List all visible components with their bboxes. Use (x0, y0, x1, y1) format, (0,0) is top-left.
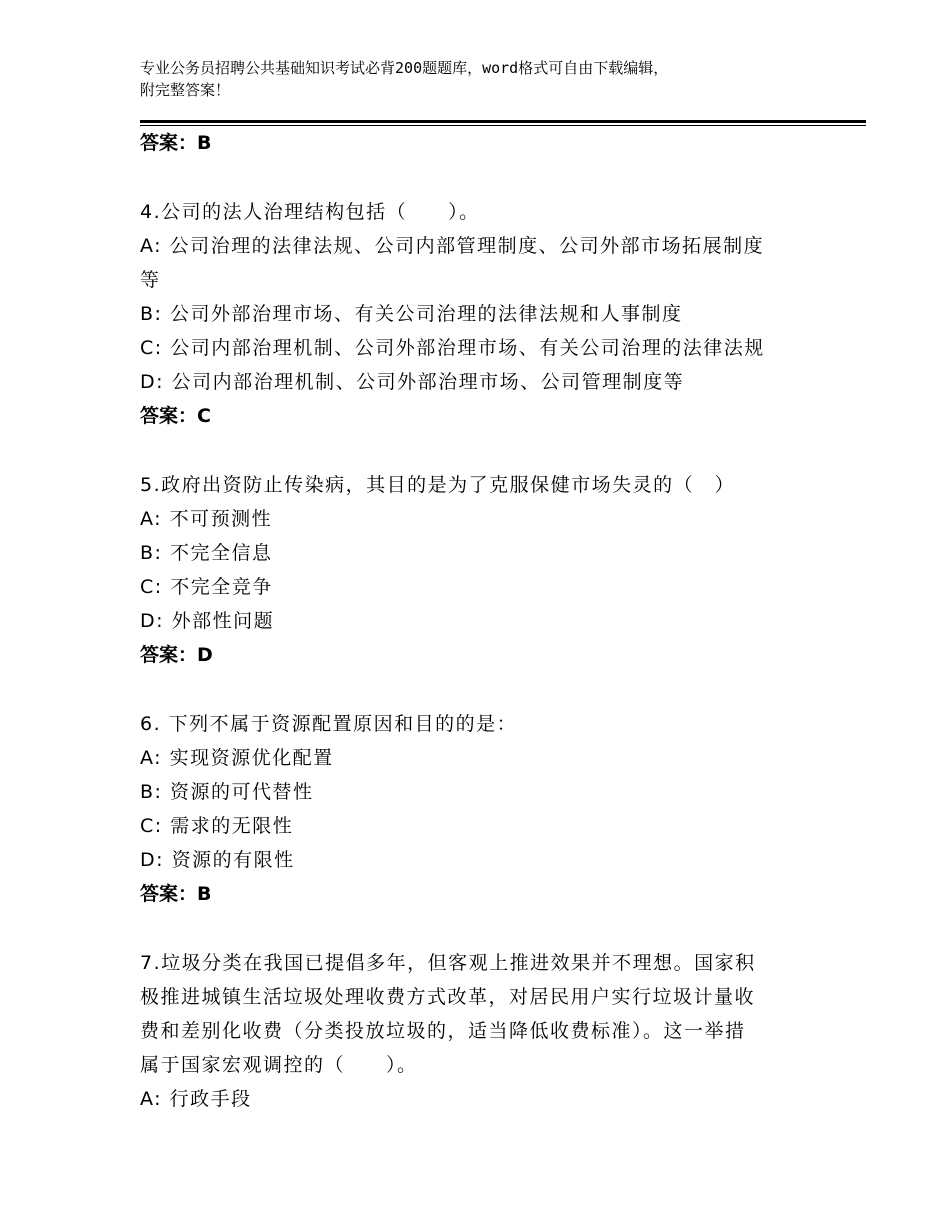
question-4-option-b: B: 公司外部治理市场、有关公司治理的法律法规和人事制度 (140, 303, 683, 325)
answer-q4: 答案：C (140, 405, 211, 427)
question-5-stem: 5.政府出资防止传染病，其目的是为了克服保健市场失灵的（ ） (140, 474, 736, 496)
question-4-option-a-cont: 等 (140, 269, 161, 291)
question-7-stem-line-3: 费和差别化收费（分类投放垃圾的，适当降低收费标准）。这一举措 (140, 1020, 746, 1042)
question-5-option-a: A: 不可预测性 (140, 508, 273, 530)
question-6-option-b: B: 资源的可代替性 (140, 781, 314, 803)
question-5-option-c: C: 不完全竞争 (140, 576, 273, 598)
header-rule-thin (140, 125, 866, 126)
question-4-option-d: D: 公司内部治理机制、公司外部治理市场、公司管理制度等 (140, 371, 685, 393)
question-6-stem: 6. 下列不属于资源配置原因和目的的是： (140, 713, 518, 735)
question-4-option-a: A: 公司治理的法律法规、公司内部管理制度、公司外部市场拓展制度 (140, 235, 765, 257)
question-6-option-a: A: 实现资源优化配置 (140, 747, 334, 769)
header-line-2: 附完整答案！ (140, 81, 231, 99)
question-5-option-d: D: 外部性问题 (140, 610, 275, 632)
answer-q3: 答案：B (140, 132, 212, 154)
document-header (140, 57, 820, 101)
question-6-option-d: D: 资源的有限性 (140, 849, 295, 871)
question-7-stem-line-1: 7.垃圾分类在我国已提倡多年，但客观上推进效果并不理想。国家积 (140, 952, 756, 974)
question-7-stem-line-4: 属于国家宏观调控的（ ）。 (140, 1054, 418, 1076)
header-rule-thick (140, 120, 866, 123)
answer-q5: 答案：D (140, 644, 213, 666)
question-7-option-a: A: 行政手段 (140, 1088, 252, 1110)
question-4-option-c: C: 公司内部治理机制、公司外部治理市场、有关公司治理的法律法规 (140, 337, 765, 359)
question-5-option-b: B: 不完全信息 (140, 542, 273, 564)
answer-q6: 答案：B (140, 883, 212, 905)
question-4-stem: 4.公司的法人治理结构包括（ ）。 (140, 201, 480, 223)
question-7-stem-line-2: 极推进城镇生活垃圾处理收费方式改革，对居民用户实行垃圾计量收 (140, 986, 756, 1008)
question-6-option-c: C: 需求的无限性 (140, 815, 294, 837)
header-line-1: 专业公务员招聘公共基础知识考试必背200题题库，word格式可自由下载编辑， (140, 59, 669, 77)
